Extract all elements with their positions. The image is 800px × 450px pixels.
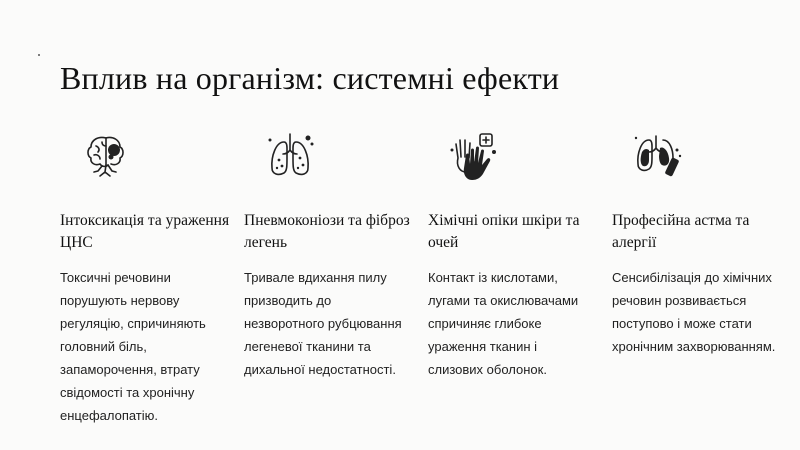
card-cns: [60, 128, 230, 427]
card-title: Професійна астма та алергії: [612, 212, 750, 251]
card-title: Пневмоконіози та фіброз легень: [244, 212, 410, 251]
slide-title: Вплив на організм: системні ефекти: [60, 60, 560, 96]
card-pneumoconiosis: [244, 128, 414, 381]
card-asthma: [612, 128, 782, 358]
card-text: Тривале вдихання пилу призводить до незворотного рубцювання легеневої тканини та дихальної недостатності.: [244, 270, 402, 377]
bullet-dot: [38, 54, 40, 56]
lungs-inhaler-icon: [630, 128, 686, 184]
card-chemical-burns: [428, 128, 598, 381]
card-title: Інтоксикація та ураження ЦНС: [60, 212, 230, 251]
card-title: Хімічні опіки шкіри та очей: [428, 212, 580, 251]
card-text: Токсичні речовини порушують нервову регуляцію, спричиняють головний біль, запаморочення, втрату свідомості та хронічну енцефалопатію.: [60, 270, 206, 423]
card-text: Сенсибілізація до хімічних речовин розвивається поступово і може стати хронічним захворюванням.: [612, 270, 776, 354]
brain-icon: [78, 128, 134, 184]
lungs-icon: [262, 128, 318, 184]
hands-burn-icon: [446, 128, 502, 184]
card-text: Контакт із кислотами, лугами та окислювачами спричиняє глибоке ураження тканин і слизових оболонок.: [428, 270, 579, 377]
